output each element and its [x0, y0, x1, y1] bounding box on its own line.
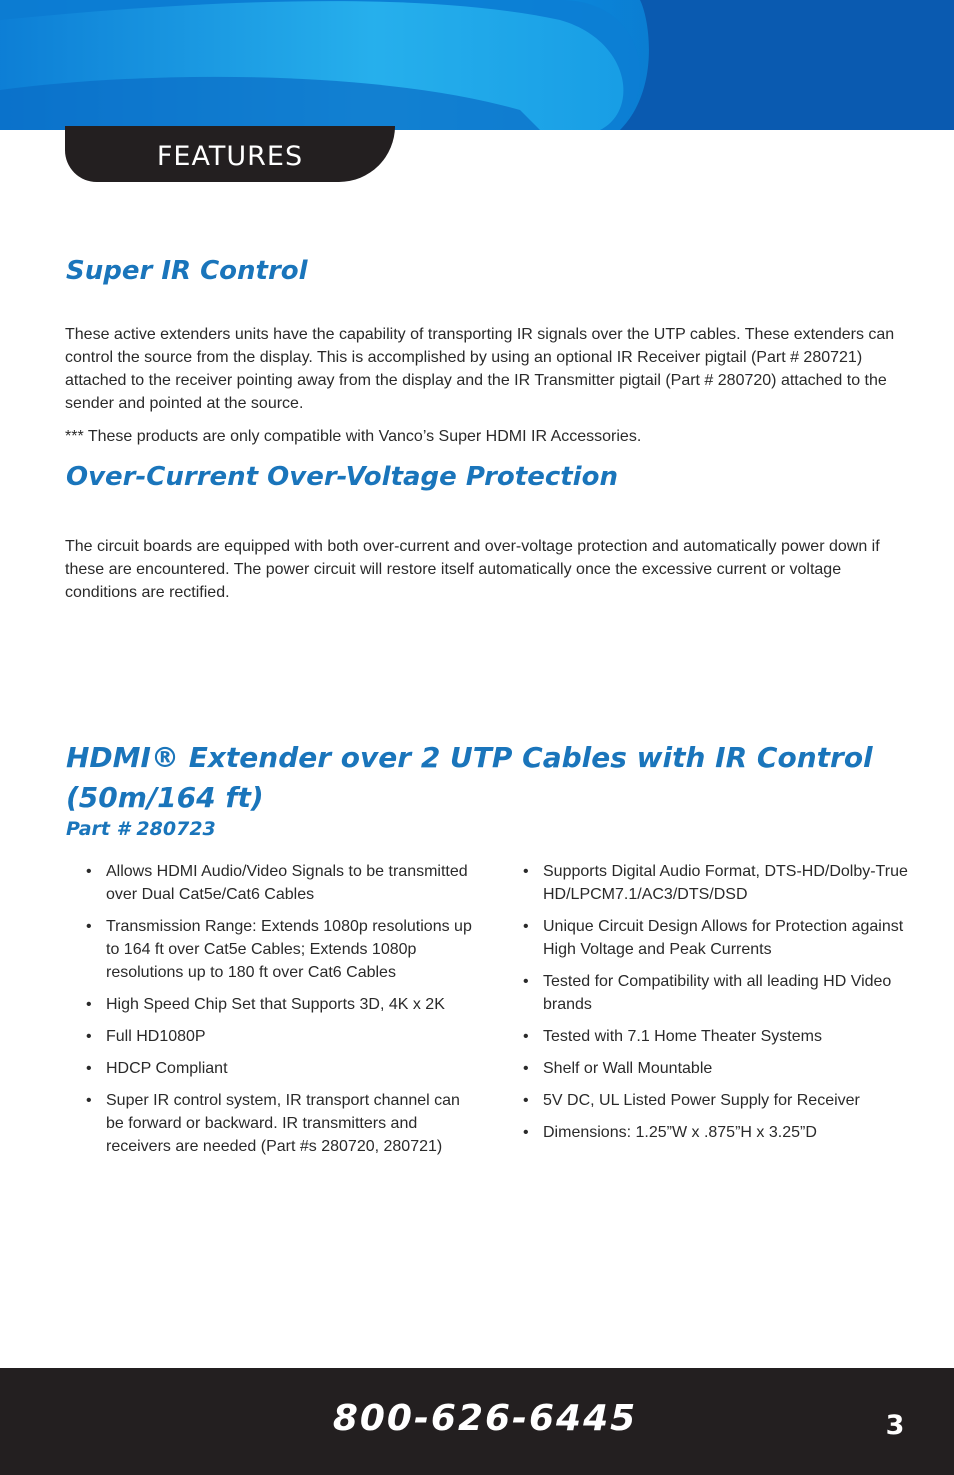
features-tab: [65, 126, 395, 182]
part-number: Part # 280723: [66, 818, 216, 840]
feature-list-right: [523, 860, 913, 1153]
list-item: • Unique Circuit Design Allows for Protection against High Voltage and Peak Currents: [523, 915, 913, 961]
feature-list-left: [86, 860, 476, 1167]
protection-paragraph: The circuit boards are equipped with both over-current and over-voltage protection and automatically power down if these are encountered. The power circuit will restore itself automatically once the excessive current or voltage conditions are rectified.: [65, 538, 880, 601]
list-item: • Dimensions: 1.25”W x .875”H x 3.25”D: [523, 1121, 913, 1144]
list-item: • 5V DC, UL Listed Power Supply for Receiver: [523, 1089, 913, 1112]
list-item: • Shelf or Wall Mountable: [523, 1057, 913, 1080]
product-title: HDMI® Extender over 2 UTP Cables with IR Control (50m/164 ft): [66, 741, 873, 814]
super-ir-paragraph: These active extenders units have the capability of transporting IR signals over the UTP cables. These extenders can control the source from the display. This is accomplished by using an optional IR Receiver pigtail (Part # 280721) attached to the receiver pointing away from the display and the IR Transmitter pigtail (Part # 280720) attached to the sender and pointed at the source.: [65, 326, 895, 412]
list-item: • Tested with 7.1 Home Theater Systems: [523, 1025, 913, 1048]
header-banner: [0, 0, 954, 130]
list-item: • Supports Digital Audio Format, DTS-HD/Dolby-True HD/LPCM7.1/AC3/DTS/DSD: [523, 860, 913, 906]
list-item: • Transmission Range: Extends 1080p resolutions up to 164 ft over Cat5e Cables; Extends 1080p resolutions up to 180 ft over Cat6 Cables: [86, 915, 476, 984]
section-title-protection: Over-Current Over-Voltage Protection: [66, 462, 618, 492]
list-item: • High Speed Chip Set that Supports 3D, 4K x 2K: [86, 993, 476, 1016]
list-item: • Full HD1080P: [86, 1025, 476, 1048]
page-number: 3: [885, 1410, 905, 1441]
banner-graphic: [0, 0, 954, 130]
features-label: FEATURES: [156, 140, 304, 172]
compatibility-note: *** These products are only compatible with Vanco’s Super HDMI IR Accessories.: [65, 428, 642, 445]
list-item: • Tested for Compatibility with all leading HD Video brands: [523, 970, 913, 1016]
section-title-super-ir: Super IR Control: [66, 256, 308, 286]
list-item: • Allows HDMI Audio/Video Signals to be transmitted over Dual Cat5e/Cat6 Cables: [86, 860, 476, 906]
list-item: • Super IR control system, IR transport channel can be forward or backward. IR transmitters and receivers are needed (Part #s 280720, 280721): [86, 1089, 476, 1158]
list-item: • HDCP Compliant: [86, 1057, 476, 1080]
phone-number: 800-626-6445: [332, 1398, 638, 1439]
